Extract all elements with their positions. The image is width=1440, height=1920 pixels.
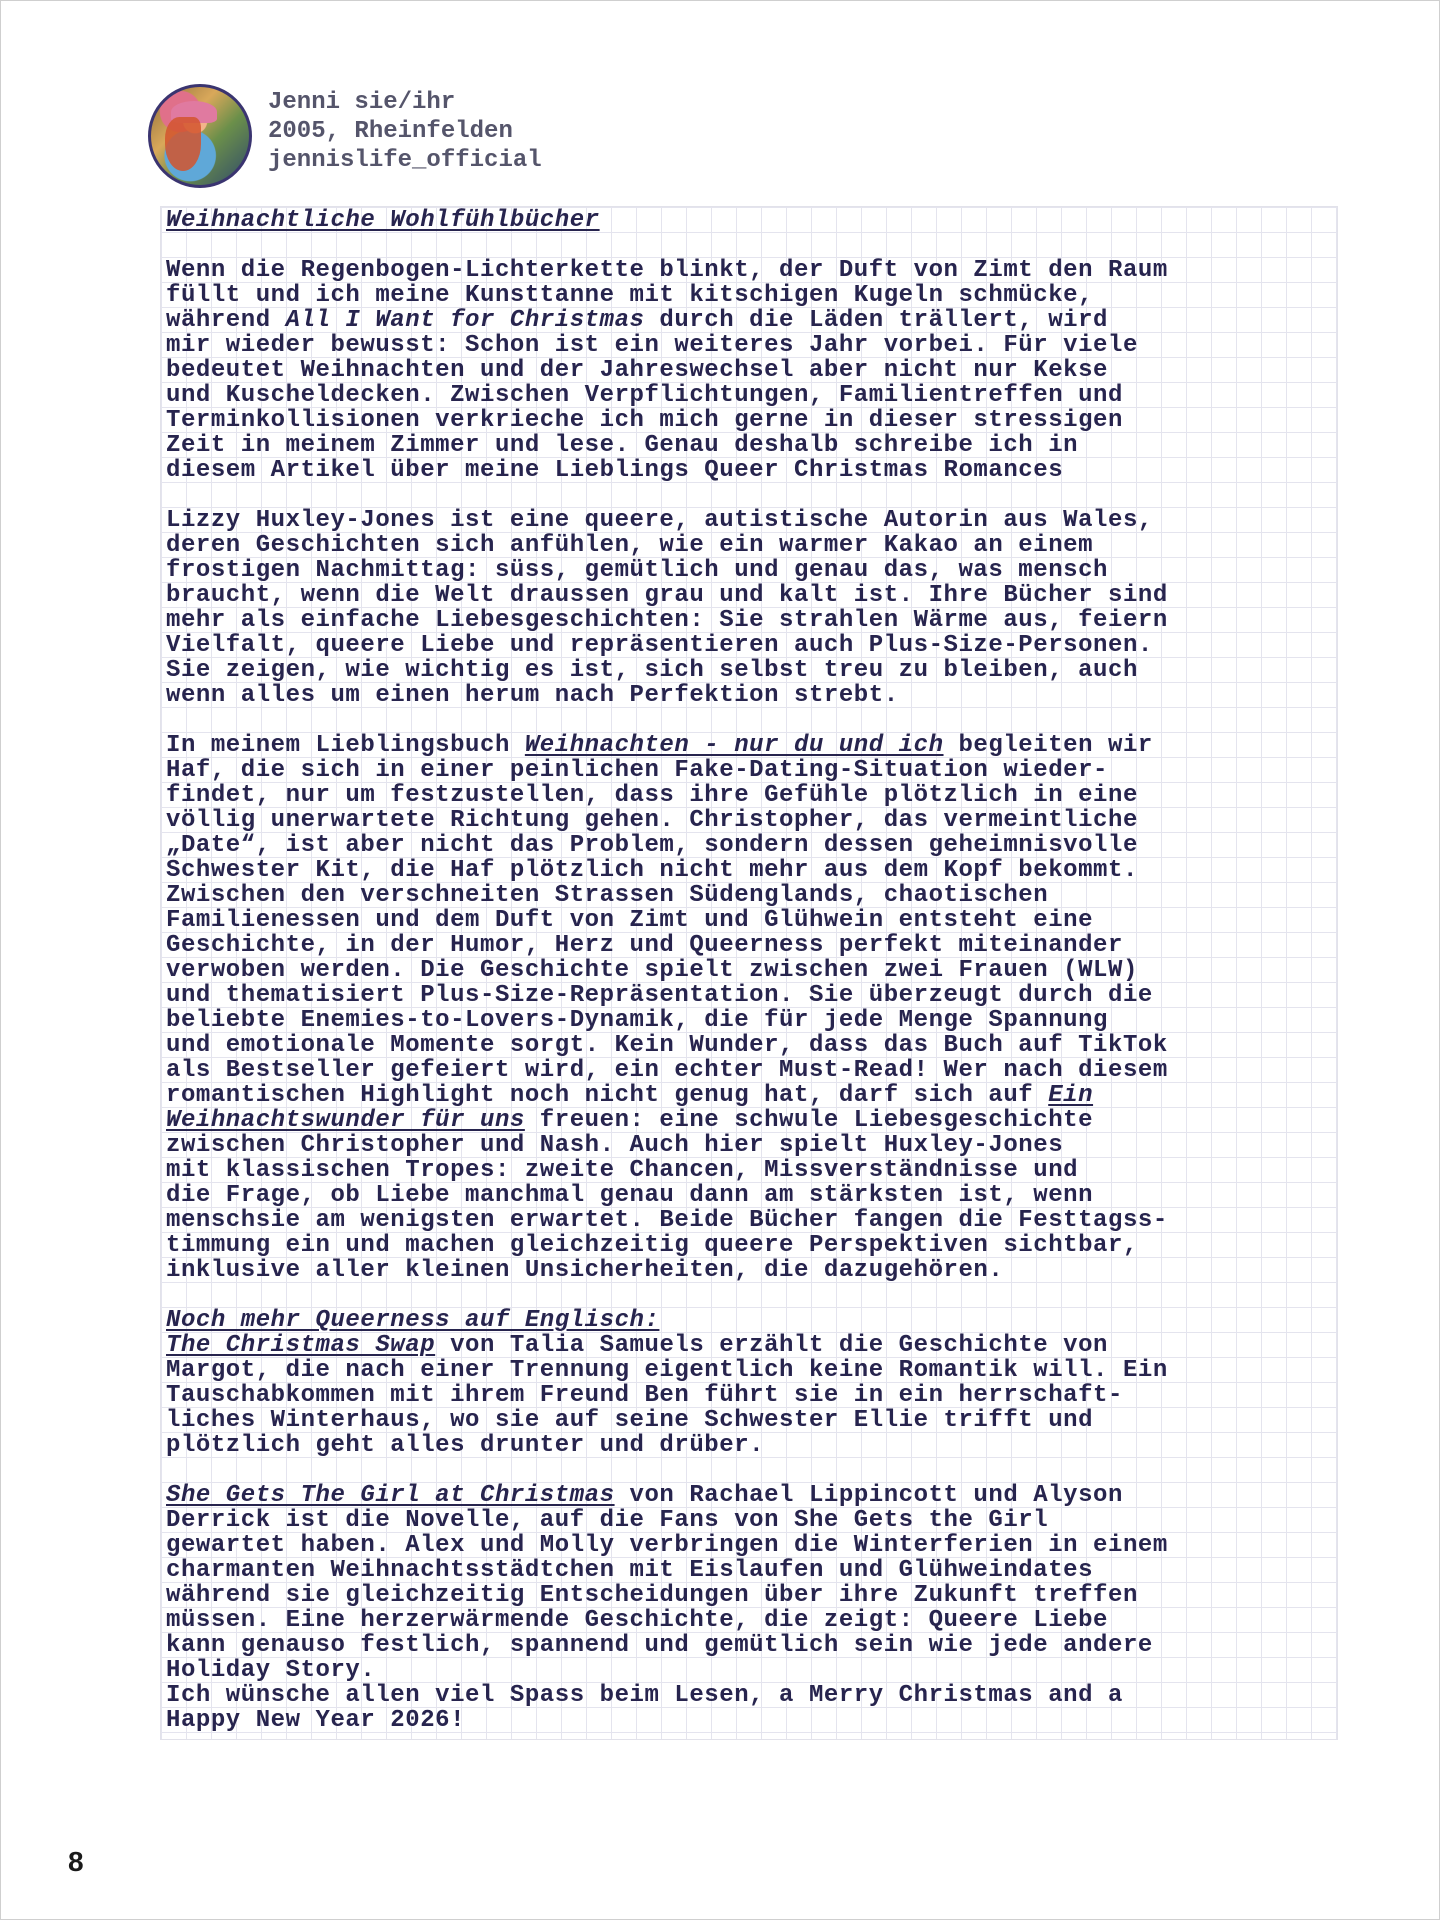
paragraph-christmas-swap-text: von Talia Samuels erzählt die Geschichte von Margot, die nach einer Trennung eigentlich keine Romantik will. Ein Tauschabkommen mit ihrem Freund Ben führt sie in ein herrschaft- liches Winterhaus, wo sie auf seine Schwester Ellie trifft und plötzlich geht alles drunter und drüber.	[166, 1332, 1168, 1459]
page-number: 8	[68, 1846, 84, 1877]
book-title-weihnachten: Weihnachten - nur du und ich	[524, 732, 944, 759]
author-handle: jennislife_official	[268, 147, 542, 174]
paragraph-english	[166, 1308, 1346, 1458]
paragraph-favorite-text-2: begleiten wir Haf, die sich in einer peinlichen Fake-Dating-Situation wieder- findet, nur um festzustellen, dass ihre Gefühle plötzlich in eine völlig unerwartete Richtung gehen. Christopher, das vermeintliche „Date“, ist aber nicht das Problem, sondern dessen geheimnisvolle Schwester Kit, die Haf plötzlich nicht mehr aus dem Kopf bekommt. Zwischen den verschneiten Strassen Südenglands, chaotischen Familienessen und dem Duft von Zimt und Glühwein entsteht eine Geschichte, in der Humor, Herz und Queerness perfekt miteinander verwoben werden. Die Geschichte spielt zwischen zwei Frauen (WLW) und thematisiert Plus-Size-Repräsentation. Sie überzeugt durch die beliebte Enemies-to-Lovers-Dynamik, die für jede Menge Spannung und emotionale Momente sorgt. Kein Wunder, dass das Buch auf TikTok als Bestseller gefeiert wird, ein echter Must-Read! Wer nach diesem romantischen Highlight noch nicht genug hat, darf sich auf	[166, 732, 1168, 1109]
paragraph-favorite-text-3: freuen: eine schwule Liebesgeschichte zwischen Christopher und Nash. Auch hier spielt Huxley-Jones mit klassischen Tropes: zweite Chancen, Missverständnisse und die Frage, ob Liebe manchmal genau dann am stärksten ist, wenn menschsie am wenigsten erwartet. Beide Bücher fangen die Festtagss- timmung ein und machen gleichzeitig queere Perspektiven sichtbar, inklusive aller kleinen Unsicherheiten, die dazugehören.	[166, 1107, 1168, 1284]
author-name-pronouns: Jenni sie/ihr	[268, 89, 456, 116]
book-title-christmas-swap: The Christmas Swap	[166, 1332, 436, 1359]
paragraph-she-gets-the-girl	[166, 1483, 1346, 1733]
avatar	[148, 84, 252, 188]
paragraph-author: Lizzy Huxley-Jones ist eine queere, autistische Autorin aus Wales, deren Geschichten sich anfühlen, wie ein warmer Kakao an einem frostigen Nachmittag: süss, gemütlich und genau das, was mensch braucht, wenn die Welt draussen grau und kalt ist. Ihre Bücher sind mehr als einfache Liebesgeschichten: Sie strahlen Wärme aus, feiern Vielfalt, queere Liebe und repräsentieren auch Plus-Size-Personen. Sie zeigen, wie wichtig es ist, sich selbst treu zu bleiben, auch wenn alles um einen herum nach Perfektion strebt.	[166, 507, 1168, 709]
paragraph-intro-text-2: durch die Läden trällert, wird mir wieder bewusst: Schon ist ein weiteres Jahr vorbei. Für viele bedeutet Weihnachten und der Jahreswechsel aber nicht nur Kekse und Kuscheldecken. Zwischen Verpflichtungen, Familientreffen und Terminkollisionen verkrieche ich mich gerne in dieser stressigen Zeit in meinem Zimmer und lese. Genau deshalb schreibe ich in diesem Artikel über meine Lieblings Queer Christmas Romances	[166, 307, 1138, 484]
book-title-she-gets-the-girl: She Gets The Girl at Christmas	[166, 1482, 615, 1509]
paragraph-favorite-text-1: In meinem Lieblingsbuch	[166, 732, 525, 759]
paragraph-intro	[166, 258, 1346, 483]
book-title-weihnachtswunder: Ein Weihnachtswunder für uns	[166, 1082, 1094, 1134]
song-title: All I Want for Christmas	[285, 307, 645, 334]
avatar-hair	[165, 117, 201, 171]
author-year-place: 2005, Rheinfelden	[268, 118, 513, 145]
author-meta	[268, 88, 542, 175]
paragraph-intro-text-1: Wenn die Regenbogen-Lichterkette blinkt, der Duft von Zimt den Raum füllt und ich meine Kunsttanne mit kitschigen Kugeln schmücke, während	[166, 257, 1168, 334]
paragraph-she-gets-the-girl-text: von Rachael Lippincott und Alyson Derrick ist die Novelle, auf die Fans von She Gets the Girl gewartet haben. Alex und Molly verbringen die Winterferien in einem charmanten Weihnachtsstädtchen mit Eislaufen und Glühweindates während sie gleichzeitig Entscheidungen über ihre Zukunft treffen müssen. Eine herzerwärmende Geschichte, die zeigt: Queere Liebe kann genauso festlich, spannend und gemütlich sein wie jede andere Holiday Story. Ich wünsche allen viel Spass beim Lesen, a Merry Christmas and a Happy New Year 2026!	[166, 1482, 1168, 1734]
article-body	[166, 208, 1346, 1733]
section-heading-english: Noch mehr Queerness auf Englisch:	[166, 1307, 660, 1334]
article-title: Weihnachtliche Wohlfühlbücher	[166, 207, 600, 234]
paragraph-favorite-book	[166, 733, 1346, 1283]
